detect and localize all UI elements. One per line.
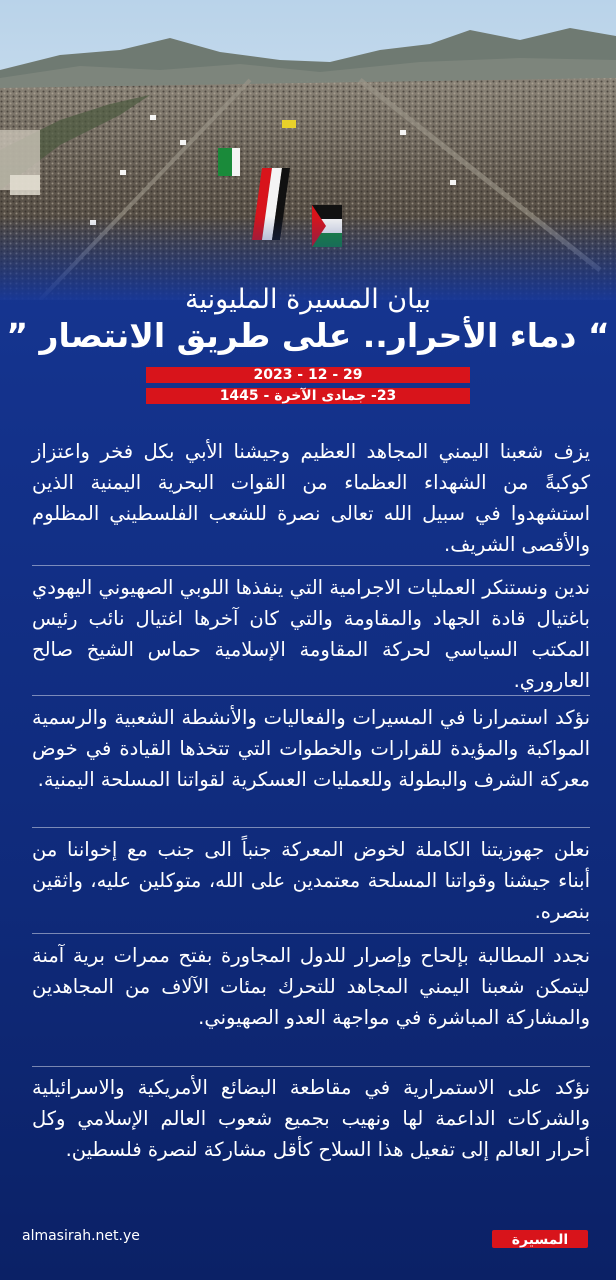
paragraph-6: نؤكد على الاستمرارية في مقاطعة البضائع الأمريكية والاسرائيلية والشركات الداعمة لها ونهيب بجميع شعوب العالم الإسلامي وكل أحرار العالم إلى تفعيل هذا السلاح كأقل مشاركة لنصرة فلسطين. xyxy=(32,1076,590,1161)
website-url: almasirah.net.ye xyxy=(22,1228,140,1244)
separator xyxy=(32,695,590,696)
statement-slogan: “ دماء الأحرار.. على طريق الانتصار ” xyxy=(6,316,610,355)
gregorian-date: 2023 - 12 - 29 xyxy=(146,367,470,383)
almasirah-logo xyxy=(492,1228,588,1250)
paragraph-2: ندين ونستنكر العمليات الاجرامية التي ينفذها اللوبي الصهيوني اليهودي باغتيال قادة الجهاد والمقاومة والتي كان آخرها اغتيال نائب رئيس المكتب السياسي لحركة المقاومة الإسلامية حماس الشيخ صالح العاروري. xyxy=(32,576,590,692)
separator xyxy=(32,1066,590,1067)
paragraph-1: يزف شعبنا اليمني المجاهد العظيم وجيشنا الأبي بكل فخر واعتزاز كوكبةً من الشهداء العظماء من القوات البحرية اليمنية الذين استشهدوا في سبيل الله تعالى نصرة للشعب الفلسطيني المظلوم والأقصى الشريف. xyxy=(32,440,590,556)
paragraph-5: نجدد المطالبة بإلحاح وإصرار للدول المجاورة بفتح ممرات برية آمنة ليتمكن شعبنا اليمني المجاهد للتحرك بمئات الآلاف من المجاهدين والمشاركة المباشرة في مواجهة العدو الصهيوني. xyxy=(32,944,590,1029)
paragraph-4: نعلن جهوزيتنا الكاملة لخوض المعركة جنباً الى جنب مع إخواننا من أبناء جيشنا وقواتنا المسلحة معتمدين على الله، متوكلين عليه، واثقين بنصره. xyxy=(32,838,590,923)
separator xyxy=(32,565,590,566)
separator xyxy=(32,827,590,828)
logo-text: المسيرة xyxy=(511,1232,569,1248)
separator xyxy=(32,933,590,934)
statement-title: بيان المسيرة المليونية xyxy=(184,284,431,315)
crowd-photo xyxy=(0,0,616,300)
paragraph-3: نؤكد استمرارنا في المسيرات والفعاليات والأنشطة الشعبية والرسمية المواكبة والمؤيدة للقرارات والخطوات التي تتخذها القيادة في خوض معركة الشرف والبطولة وللعمليات العسكرية لقواتنا المسلحة اليمنية. xyxy=(32,706,590,791)
hijri-date: 23- جمادى الآخرة - 1445 xyxy=(146,388,470,404)
